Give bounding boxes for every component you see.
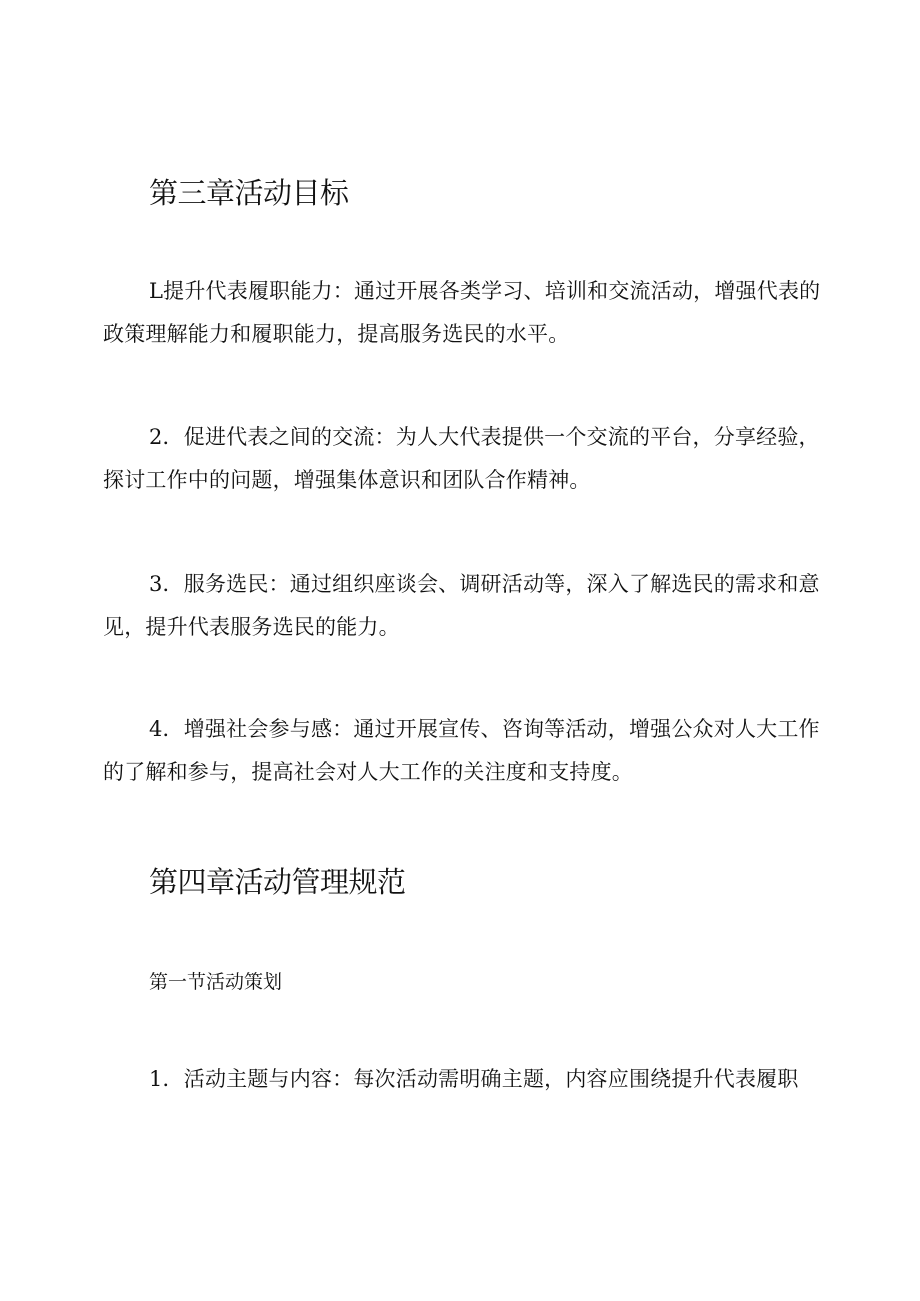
section-1-item-1: 1．活动主题与内容：每次活动需明确主题，内容应围绕提升代表履职 [149,1067,799,1091]
section-1-title: 第一节活动策划 [149,971,283,993]
chapter-4-title: 第四章活动管理规范 [149,865,406,899]
chapter-3-item-4: 4．增强社会参与感：通过开展宣传、咨询等活动，增强公众对人大工作的了解和参与，提高社会对人大工作的关注度和支持度。 [103,717,820,784]
chapter-3-item-3: 3．服务选民：通过组织座谈会、调研活动等，深入了解选民的需求和意见，提升代表服务选民的能力。 [103,572,820,639]
chapter-3-title: 第三章活动目标 [149,176,349,210]
chapter-3-item-1: L提升代表履职能力：通过开展各类学习、培训和交流活动，增强代表的政策理解能力和履职能力，提高服务选民的水平。 [103,279,821,346]
chapter-3-item-2: 2．促进代表之间的交流：为人大代表提供一个交流的平台，分享经验，探讨工作中的问题，增强集体意识和团队合作精神。 [103,425,820,492]
